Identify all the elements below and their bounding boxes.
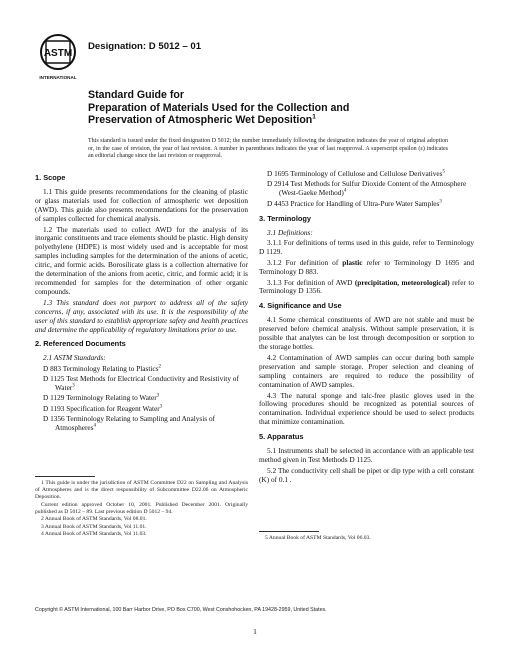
paragraph-4-1: 4.1 Some chemical constituents of AWD are not stable and must be preserved before chemical analysis. Without sample preservation, it is possible that analytes can be lost through decomposition or sorption to the storage bottles.	[259, 315, 474, 351]
footnote-divider	[259, 531, 319, 532]
reference-item: D 4453 Practice for Handling of Ultra-Pure Water Samples$^3$	[267, 198, 442, 208]
section-heading-apparatus: 5. Apparatus	[259, 432, 304, 442]
footnote: 3 Annual Book of ASTM Standards, Vol 11.01.	[41, 523, 147, 530]
section-heading-referenced-documents: 2. Referenced Documents	[35, 339, 126, 349]
title-line-2: Preparation of Materials Used for the Collection and	[88, 101, 350, 114]
footnote: 4 Annual Book of ASTM Standards, Vol 11.03.	[41, 531, 147, 538]
section-heading-scope: 1. Scope	[35, 173, 66, 182]
footnote: 1 This guide is under the jurisdiction of ASTM Committee D22 on Sampling and Analysis of Atmospheres and is the direct responsibility of Subcommittee D22.06 on Atmospheric Deposition.	[35, 480, 248, 500]
footnote: Current edition approved October 10, 2001. Published December 2001. Originally published as D 5012 – 89. Last previous edition D 5012 – 94.	[35, 501, 248, 515]
paragraph-5-2: 5.2 The conductivity cell shall be pipet or dip type with a cell constant (K) of 0.1 .	[259, 465, 474, 484]
paragraph-3-1-1: 3.1.1 For definitions of terms used in this guide, refer to Terminology D 1129.	[259, 237, 474, 256]
paragraph-3-1-3: 3.1.3 For definition of AWD (precipitation, meteorological) refer to Terminology D 1356.	[259, 277, 474, 296]
issue-note: This standard is issued under the fixed designation D 5012; the number immediately following the designation indicates the year of original adoption or, in the case of revision, the year of last revision. A number in parentheses indicates the year of last reapproval. A superscript epsilon (ε) indicates an editorial change since the last revision or reapproval.	[88, 138, 448, 160]
svg-text:ASTM: ASTM	[43, 48, 73, 59]
reference-item: D 1695 Terminology of Cellulose and Cellulose Derivatives$^5$	[267, 169, 445, 178]
definitions-subheading: 3.1 Definitions:	[267, 227, 313, 237]
left-column	[35, 174, 248, 435]
footnote-divider	[35, 476, 95, 477]
title-line-3: Preservation of Atmospheric Wet Deposition$^1$	[88, 113, 316, 127]
reference-item: D 2914 Test Methods for Sulfur Dioxide Content of the Atmosphere (West-Gaeke Method)$^4$	[267, 179, 467, 198]
footnote: 2 Annual Book of ASTM Standards, Vol 08.01.	[41, 516, 147, 523]
reference-item: D 1129 Terminology Relating to Water$^3$	[43, 393, 160, 403]
reference-item: D 1356 Terminology Relating to Sampling and Analysis of Atmospheres$^4$	[43, 414, 216, 433]
footnote: 5 Annual Book of ASTM Standards, Vol 06.03.	[265, 535, 371, 541]
document-title	[88, 89, 468, 127]
paragraph-1-3: 1.3 This standard does not purport to address all of the safety concerns, if any, associated with its use. It is the responsibility of the user of this standard to establish appropriate safety and health practices and determine the applicability of regulatory limitations prior to use.	[35, 297, 248, 334]
section-heading-significance: 4. Significance and Use	[259, 301, 342, 311]
reference-item: D 1125 Test Methods for Electrical Conductivity and Resistivity of Water$^3$	[43, 374, 239, 393]
page-number: 1	[253, 627, 257, 636]
astm-logo	[36, 32, 80, 84]
paragraph-3-1-2: 3.1.2 For definition of plastic refer to Terminology D 1695 and Terminology D 883.	[259, 257, 474, 276]
paragraph-4-3: 4.3 The natural sponge and talc-free plastic gloves used in the following procedures should be recognized as potential sources of contamination. Individual experience should be used to select products that minimize contamination.	[259, 390, 474, 427]
astm-standards-subheading: 2.1 ASTM Standards:	[43, 353, 106, 363]
section-heading-terminology: 3. Terminology	[259, 213, 312, 223]
reference-item: D 1193 Specification for Reagent Water$^3$	[43, 403, 163, 413]
footnotes-left	[35, 480, 248, 539]
right-column	[259, 170, 474, 487]
reference-item: D 883 Terminology Relating to Plastics$^2$	[43, 363, 161, 373]
paragraph-5-1: 5.1 Instruments shall be selected in accordance with an applicable test method given in Test Methods D 1125.	[259, 446, 474, 464]
svg-text:INTERNATIONAL: INTERNATIONAL	[39, 75, 77, 80]
paragraph-4-2: 4.2 Contamination of AWD samples can occur during both sample preservation and sample storage. Proper selection and cleaning of sampling containers are required to reduce the possibility of contamination of AWD samples.	[259, 352, 474, 389]
paragraph-1-1: 1.1 This guide presents recommendations for the cleaning of plastic or glass materials used for collection of atmospheric wet deposition (AWD). This guide also presents recommendations for the preservation of samples collected for chemical analysis.	[35, 186, 248, 223]
title-line-1: Standard Guide for	[88, 89, 184, 101]
paragraph-1-2: 1.2 The materials used to collect AWD for the analysis of its inorganic constituents and trace elements should be plastic. High density polyethylene (HDPE) is most widely used and is acceptable for most samples including samples for the determination of the anions of acetic, citric, and formic acids. Borosilicate glass is a collection alternative for the determination of the anions from acetic, citric, and formic acid; it is recommended for samples for the determination of other organic compounds.	[35, 224, 248, 296]
copyright-line: Copyright © ASTM International, 100 Barr Harbor Drive, PO Box C700, West Conshohocken, PA 19428-2959, United States.	[35, 607, 327, 613]
designation: Designation: D 5012 – 01	[88, 41, 202, 52]
